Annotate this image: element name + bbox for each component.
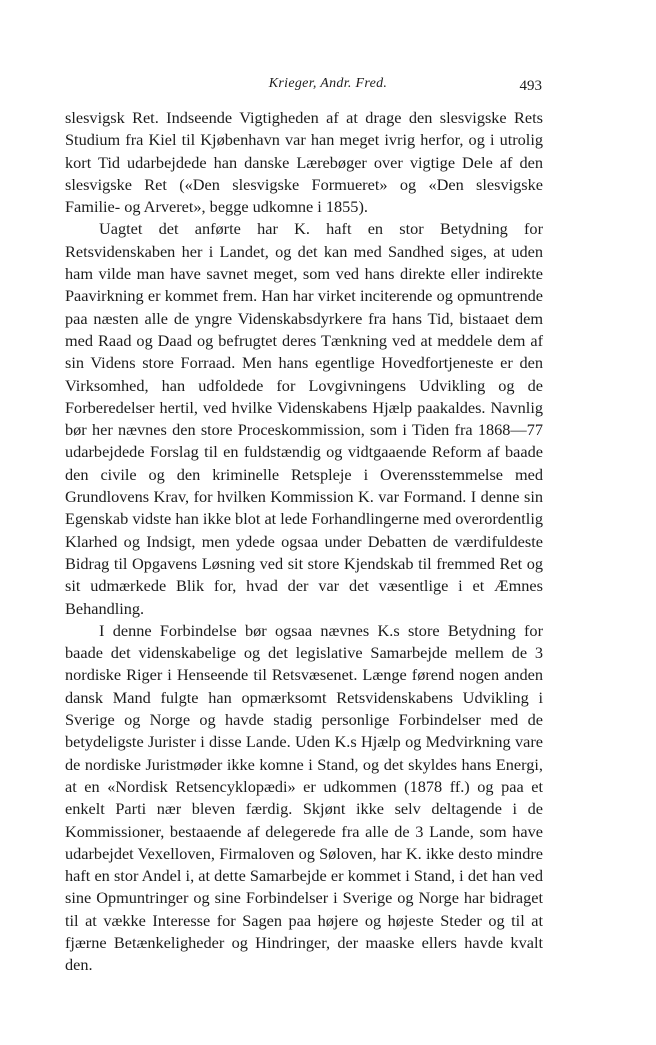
running-title: Krieger, Andr. Fred. [268, 76, 388, 91]
paragraph-2: Uagtet det anførte har K. haft en stor Betydning for Retsvidenskaben her i Landet, og det kan med Sandhed siges, at uden ham vilde man have savnet meget, som ved hans direkte eller indirekte Paavirkning er kommet frem. Han har virket inciterende og opmuntrende paa næsten alle de yngre Videnskabsdyrkere fra hans Tid, bistaaet dem med Raad og Daad og befrugtet deres Tænkning ved at meddele dem af sin Videns store Forraad. Men hans egentlige Hovedfortjeneste er den Virksomhed, han udfoldede for Lovgivningens Udvikling og de Forberedelser hertil, ved hvilke Videnskabens Hjælp paakaldes. Navnlig bør her nævnes den store Proceskommission, som i Tiden fra 1868—77 udarbejdede Forslag til en fuldstændig og vidtgaaende Reform af baade den civile og den kriminelle Retspleje i Overensstemmelse med Grundlovens Krav, for hvilken Kommission K. var Formand. I denne sin Egenskab vidste han ikke blot at lede Forhandlingerne med overordentlig Klarhed og Indsigt, men ydede ogsaa under Debatten de værdifuldeste Bidrag til Opgavens Løsning ved sit store Kjendskab til fremmed Ret og sit udmærkede Blik for, hvad der var det væsentlige i et Æmnes Behandling. [65, 219, 543, 618]
paragraph-1-continuation: slesvigsk Ret. Indseende Vigtigheden af at drage den slesvigske Rets Studium fra Kiel til Kjøbenhavn var han meget ivrig herfor, og i utrolig kort Tid udarbejdede han danske Lærebøger over vigtige Dele af den slesvigske Ret («Den slesvigske Formueret» og «Den slesvigske Familie- og Arveret», begge udkomne i 1855). [65, 108, 543, 217]
running-head [0, 74, 656, 96]
paragraph-3: I denne Forbindelse bør ogsaa nævnes K.s store Betydning for baade det videnskabelige og det legislative Samarbejde mellem de 3 nordiske Riger i Henseende til Retsvæsenet. Længe førend nogen anden dansk Mand fulgte han opmærksomt Retsvidenskabens Udvikling i Sverige og Norge og havde stadig personlige Forbindelser med de betydeligste Jurister i disse Lande. Uden K.s Hjælp og Medvirkning vare de nordiske Juristmøder ikke komne i Stand, og det skyldes hans Energi, at en «Nordisk Retsencyklopædi» er udkommen (1878 ff.) og paa et enkelt Parti nær bleven færdig. Skjønt ikke selv deltagende i de Kommissioner, bestaaende af delegerede fra alle de 3 Lande, som have udarbejdet Vexelloven, Firmaloven og Søloven, har K. ikke desto mindre haft en stor Andel i, at dette Samarbejde er kommet i Stand, i det han ved sine Opmuntringer og sine Forbindelser i Sverige og Norge har bidraget til at vække Interesse for Sagen paa højere og højeste Steder og til at fjærne Betænkeligheder og Hindringer, der maaske ellers havde kvalt den. [65, 620, 543, 975]
body-text [65, 107, 543, 977]
page-number: 493 [519, 78, 542, 94]
